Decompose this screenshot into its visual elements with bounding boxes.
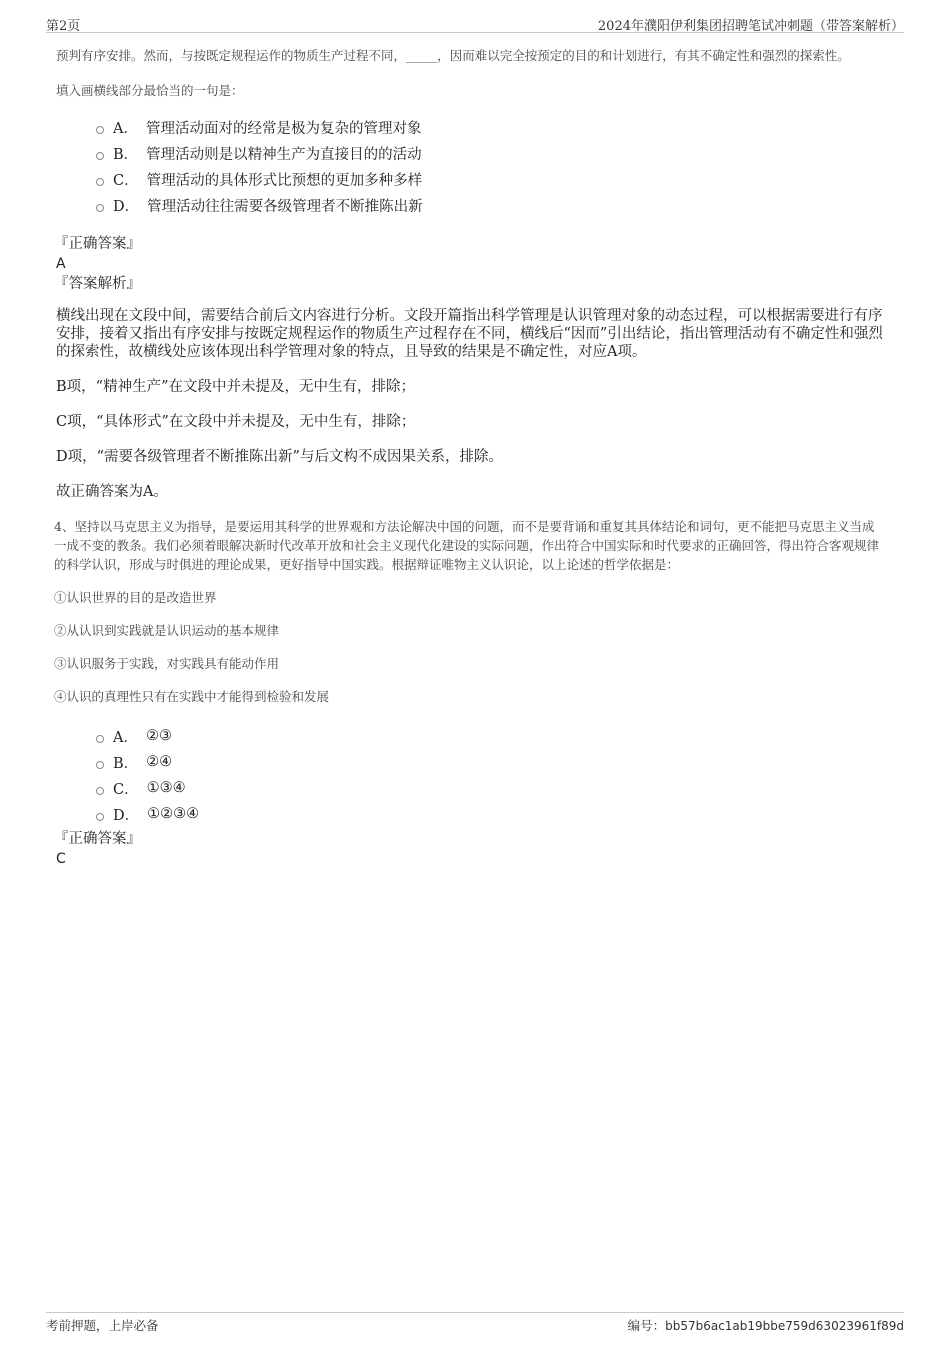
q4-option-a[interactable] <box>96 723 886 749</box>
page-number: 第2页 <box>46 19 81 34</box>
page-content <box>56 46 886 869</box>
option-text: ②④ <box>146 754 173 770</box>
q3-option-c[interactable] <box>96 166 886 192</box>
option-text: 管理活动的具体形式比预想的更加多种多样 <box>146 172 423 189</box>
option-letter: D． <box>113 198 140 215</box>
radio-icon[interactable] <box>96 761 104 769</box>
q4-stem: 4、坚持以马克思主义为指导，是要运用其科学的世界观和方法论解决中国的问题，而不是要背诵和重复其具体结论和词句，更不能把马克思主义当成一成不变的教条。我们必须着眼解决新时代改革开放和社会主义现代化建设的实际问题，作出符合中国实际和时代要求的正确回答，得出符合客观规律的科学认识，形成与时俱进的理论成果，更好指导中国实践。根据辩证唯物主义认识论，以上论述的哲学依据是： <box>54 519 880 572</box>
option-letter: C． <box>113 781 139 798</box>
q3-analysis-paragraph: 横线出现在文段中间，需要结合前后文内容进行分析。文段开篇指出科学管理是认识管理对象的动态过程，可以根据需要进行有序安排，接着又指出有序安排与按既定规程运作的物质生产过程存在不同，横线后“因而”引出结论，指出管理活动有不确定性和强烈的探索性，故横线处应该体现出科学管理对象的特点，且导致的结果是不确定性，对应A项。 <box>56 308 883 360</box>
q3-analysis-paragraph: B项，“精神生产”在文段中并未提及，无中生有，排除； <box>56 379 415 395</box>
q3-options <box>96 114 886 218</box>
radio-icon[interactable] <box>96 126 104 134</box>
q4-statement: ②从认识到实践就是认识运动的基本规律 <box>54 623 280 638</box>
footer-code-value: bb57b6ac1ab19bbe759d63023961f89d <box>665 1319 904 1333</box>
q3-analysis-label: 『答案解析』 <box>54 276 141 292</box>
q4-answer-value: C <box>56 851 66 867</box>
radio-icon[interactable] <box>96 787 104 795</box>
option-letter: C． <box>113 172 139 189</box>
q4-option-c[interactable] <box>96 775 886 801</box>
q3-prompt: 填入画横线部分最恰当的一句是： <box>56 83 244 98</box>
footer-slogan: 考前押题，上岸必备 <box>46 1318 159 1333</box>
q4-answer-label: 『正确答案』 <box>54 831 141 847</box>
page-header <box>46 14 904 33</box>
q3-analysis-paragraph: D项，“需要各级管理者不断推陈出新”与后文构不成因果关系，排除。 <box>56 449 503 465</box>
option-text: ②③ <box>145 728 172 744</box>
radio-icon[interactable] <box>96 152 104 160</box>
q3-option-d[interactable] <box>96 192 886 218</box>
q4-statement: ④认识的真理性只有在实践中才能得到检验和发展 <box>54 689 330 704</box>
option-text: 管理活动往往需要各级管理者不断推陈出新 <box>147 198 423 215</box>
option-text: 管理活动则是以精神生产为直接目的的活动 <box>146 146 422 163</box>
radio-icon[interactable] <box>96 204 104 212</box>
q3-answer-value: A <box>56 256 66 272</box>
q3-analysis-paragraph: C项，“具体形式”在文段中并未提及，无中生有，排除； <box>56 414 416 430</box>
q3-analysis-paragraph: 故正确答案为A。 <box>56 484 168 500</box>
option-letter: B． <box>113 755 139 772</box>
option-text: ①②③④ <box>147 806 200 822</box>
option-letter: A． <box>113 120 138 137</box>
option-text: ①③④ <box>146 780 186 796</box>
option-letter: B． <box>113 146 139 163</box>
page-footer <box>46 1312 904 1335</box>
document-title: 2024年濮阳伊利集团招聘笔试冲刺题（带答案解析） <box>597 19 904 34</box>
q3-stem-tail: 预判有序安排。然而，与按既定规程运作的物质生产过程不同，_____，因而难以完全按预定的目的和计划进行，有其不确定性和强烈的探索性。 <box>56 48 850 63</box>
footer-code <box>628 1316 904 1334</box>
option-text: 管理活动面对的经常是极为复杂的管理对象 <box>145 120 422 137</box>
radio-icon[interactable] <box>96 178 104 186</box>
radio-icon[interactable] <box>96 735 104 743</box>
option-letter: A． <box>113 729 138 746</box>
option-letter: D． <box>113 807 140 824</box>
q4-statement: ③认识服务于实践，对实践具有能动作用 <box>54 656 280 671</box>
q4-option-b[interactable] <box>96 749 886 775</box>
footer-code-label: 编号： <box>627 1318 666 1333</box>
q3-answer-label: 『正确答案』 <box>54 236 141 252</box>
q3-option-a[interactable] <box>96 114 886 140</box>
radio-icon[interactable] <box>96 813 104 821</box>
q4-options <box>96 723 886 827</box>
q4-statement: ①认识世界的目的是改造世界 <box>54 590 217 605</box>
q4-option-d[interactable] <box>96 801 886 827</box>
q3-option-b[interactable] <box>96 140 886 166</box>
